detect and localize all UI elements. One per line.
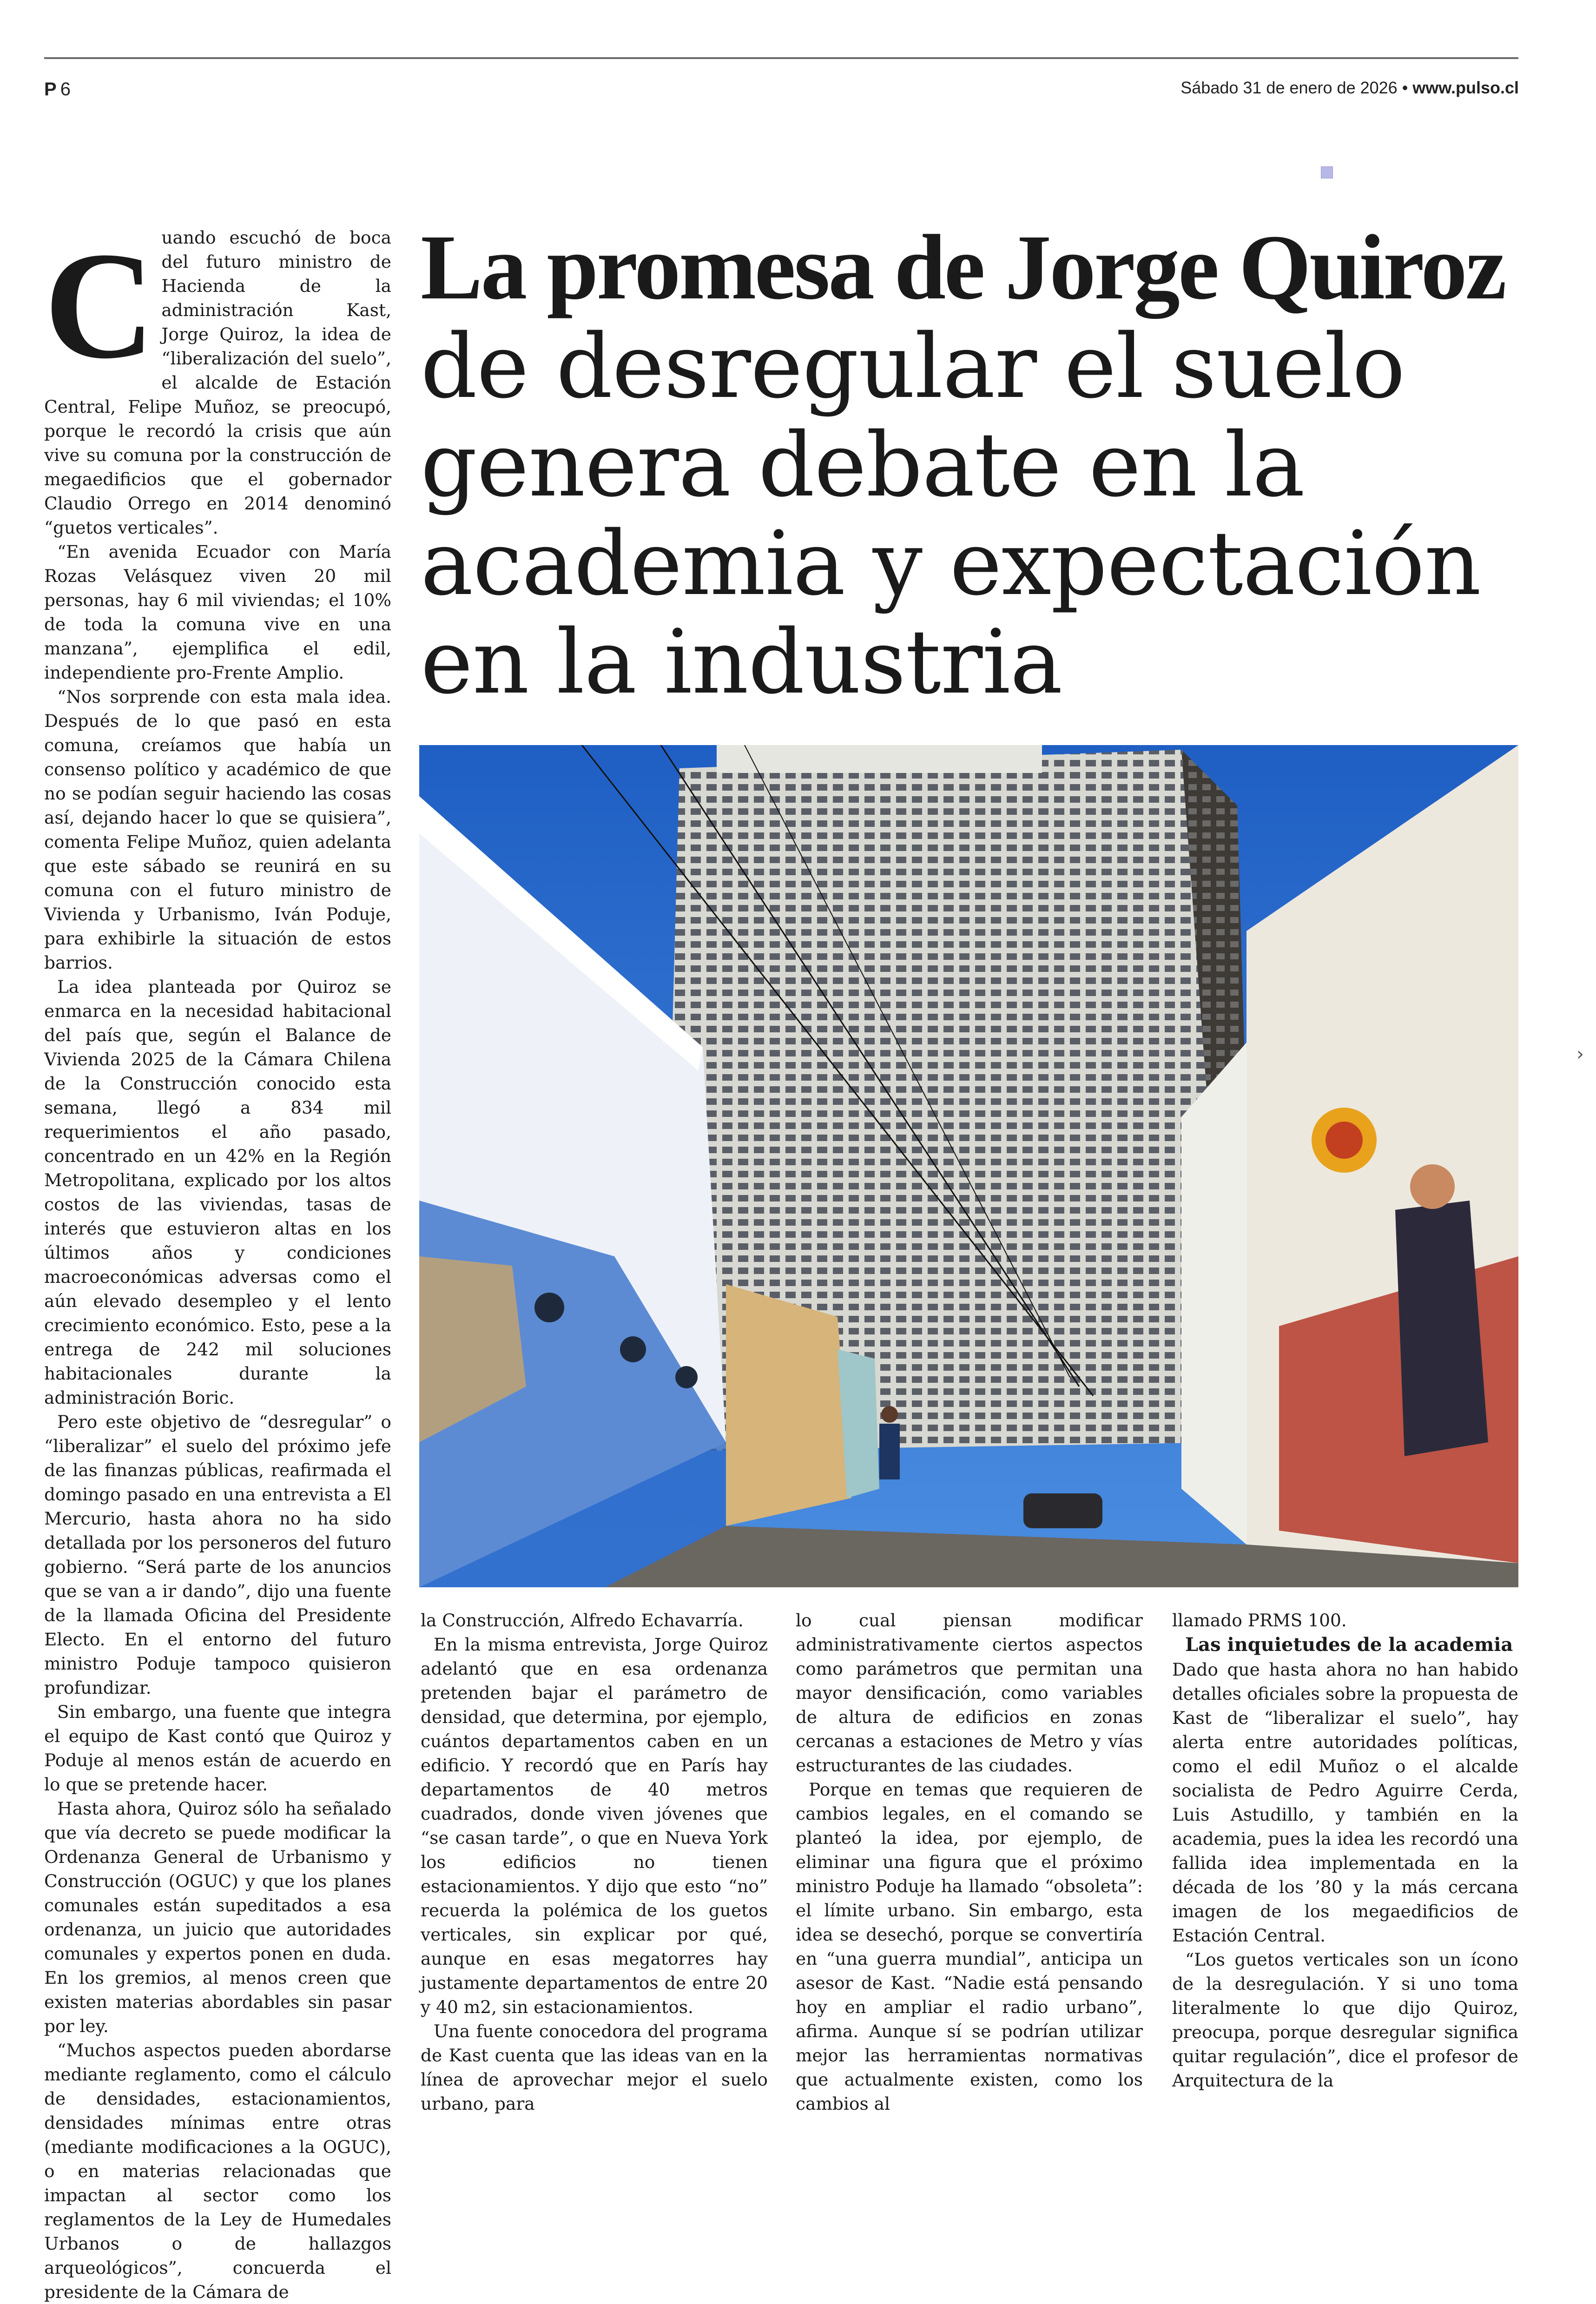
paragraph: La idea planteada por Quiroz se enmarca en la necesidad habitacional del país que, según el Balance de Vivienda 2025 de la Cámara Chilena de la Construcción conocido esta semana, llegó a 834 mil requerimientos el año pasado, concentrado en un 42% en la Región Metropolitana, explicado por los altos costos de las viviendas, tasas de interés que estuvieron altas en los últimos años y condiciones macroeconómicas adversas como el aún elevado desempleo y el lento crecimiento económico. Esto, pese a la entrega de 242 mil soluciones habitacionales durante la administración Boric.	[44, 977, 391, 1408]
paragraph: “Muchos aspectos pueden abordarse mediante reglamento, como el cálculo de densidades, estacionamientos, densidades mínimas entre otras (mediante modificaciones a la OGUC), o en materias relacionadas que impactan al sector como los reglamentos de la Ley de Humedales Urbanos o de hallazgos arqueológicos”, concuerda el presidente de la Cámara de	[44, 2040, 391, 2302]
pedestrian-head	[881, 1406, 898, 1423]
drop-cap: C	[44, 221, 155, 390]
lead-paragraph	[44, 221, 391, 540]
date-separator: •	[1397, 78, 1413, 97]
paragraph: “Los guetos verticales son un ícono de la desregulación. Y si uno toma literalmente lo que dijo Quiroz, preocupa, porque desregular significa quitar regulación”, dice el profesor de Arquitectura de la	[1172, 1949, 1518, 2091]
round-window	[620, 1336, 646, 1362]
paragraph: uando escuchó de boca del futuro ministro de Hacienda de la administración Kast, Jorge Quiroz, la idea de “liberalización del suelo”, el alcalde de Estación Central, Felipe Muñoz, se preocupó, porque le recordó la crisis que aún vive su comuna por la construcción de megaedificios que el gobernador Claudio Orrego en 2014 denominó “guetos verticales”.	[44, 227, 391, 538]
right-house	[1181, 1043, 1246, 1545]
article-photo	[419, 745, 1518, 1587]
pedestrian	[879, 1424, 900, 1479]
paragraph: En la misma entrevista, Jorge Quiroz adelantó que en esa ordenanza pretenden bajar el parámetro de densidad, que determina, por ejemplo, cuántos departamentos caben en un edificio. Y recordó que en París hay departamentos de 40 metros cuadrados, donde viven jóvenes que “se casan tarde”, o que en Nueva York los edificios no tienen estacionamientos. Y dijo que esto “no” recuerda la polémica de los guetos verticales, sin explicar por qué, aunque en esas megatorres hay justamente departamentos de entre 20 y 40 m2, sin estacionamientos.	[421, 1634, 768, 2017]
article-column-4	[1172, 1608, 1518, 2093]
paragraph: Pero este objetivo de “desregular” o “liberalizar” el suelo del próximo jefe de las finanzas públicas, reafirmada el domingo pasado en una entrevista a El Mercurio, hasta ahora no ha sido detallada por los personeros del futuro gobierno. “Será parte de los anuncios que se van a ir dando”, dijo una fuente de la llamada Oficina del Presidente Electo. En el entorno del futuro ministro Poduje tampoco quisieron profundizar.	[44, 1412, 391, 1698]
paragraph: “En avenida Ecuador con María Rozas Velásquez viven 20 mil personas, hay 6 mil viviendas; el 10% de toda la comuna vive en una manzana”, ejemplifica el edil, independiente pro-Frente Amplio.	[44, 541, 391, 683]
article-column-2	[421, 1608, 768, 2116]
paragraph: llamado PRMS 100.	[1172, 1610, 1347, 1631]
mural-face	[1410, 1164, 1455, 1209]
house-ochre	[726, 1284, 851, 1526]
paragraph: lo cual piensan modificar administrativamente ciertos aspectos como parámetros que permitan una mayor densificación, como variables de altura de edificios en zonas cercanas a estaciones de Metro y vías estructurantes de las ciudades.	[796, 1610, 1143, 1776]
tower-top	[717, 745, 1042, 773]
issue-date: Sábado 31 de enero de 2026	[1181, 78, 1398, 97]
next-page-chevron-icon[interactable]: ›	[1576, 1043, 1584, 1065]
headline-bold: La promesa de Jorge Quiroz	[421, 216, 1505, 319]
round-window	[534, 1293, 564, 1322]
parked-car	[1023, 1493, 1102, 1528]
paragraph: Dado que hasta ahora no han habido detalles oficiales sobre la propuesta de Kast de “liberalizar el suelo”, hay alerta entre autoridades políticas, como el edil Muñoz o el alcalde socialista de Pedro Aguirre Cerda, Luis Astudillo, y también en la academia, pues la idea les recordó una fallida idea implementada en la década de los ’80 y la más cercana imagen de los megaedificios de Estación Central.	[1172, 1659, 1518, 1946]
photo-illustration	[419, 745, 1518, 1587]
page-number	[44, 79, 71, 100]
paragraph: Porque en temas que requieren de cambios legales, en el comando se planteó la idea, por ejemplo, de eliminar una figura que el próximo ministro Poduje ha llamado “obsoleta”: el límite urbano. Sin embargo, esta idea se desechó, porque se convertiría en “una guerra mundial”, anticipa un asesor de Kast. “Nadie está pensando hoy en ampliar el radio urbano”, afirma. Aunque sí se podrían utilizar mejor las herramientas normativas que actualmente existen, como los cambios al	[796, 1779, 1143, 2114]
dateline	[1181, 78, 1519, 98]
paragraph: la Construcción, Alfredo Echavarría.	[421, 1610, 744, 1631]
paragraph: Sin embargo, una fuente que integra el equipo de Kast contó que Quiroz y Poduje al menos están de acuerdo en lo que se pretende hacer.	[44, 1702, 391, 1795]
section-letter: P	[44, 79, 57, 99]
paragraph: Una fuente conocedora del programa de Kast cuenta que las ideas van en la línea de aprovechar mejor el suelo urbano, para	[421, 2021, 768, 2114]
header-rule	[44, 57, 1518, 59]
mural-sun-core	[1326, 1122, 1363, 1159]
article-column-3	[796, 1608, 1143, 2116]
paragraph: Hasta ahora, Quiroz sólo ha señalado que vía decreto se puede modificar la Ordenanza General de Urbanismo y Construcción (OGUC) y que los planes comunales están supeditados a esa ordenanza, un juicio que autoridades comunales y expertos ponen en duda. En los gremios, al menos creen que existen materias abordables sin pasar por ley.	[44, 1798, 391, 2036]
article-column-1	[44, 221, 391, 2304]
headline	[421, 218, 1517, 712]
paragraph: “Nos sorprende con esta mala idea. Después de lo que pasó en esta comuna, creíamos que había un consenso político y académico de que no se podían seguir haciendo las cosas así, dejando hacer lo que se quisiera”, comenta Felipe Muñoz, quien adelanta que este sábado se reunirá en su comuna con el futuro ministro de Vivienda y Urbanismo, Iván Poduje, para exhibirle la situación de estos barrios.	[44, 687, 391, 973]
viewer-marker-icon[interactable]	[1321, 166, 1333, 178]
headline-rest: de desregular el suelo genera debate en la academia y expectación en la industria	[421, 315, 1481, 713]
section-subhead: Las inquietudes de la academia	[1185, 1634, 1513, 1656]
round-window	[675, 1366, 698, 1388]
page-number-value: 6	[60, 79, 71, 99]
site-url[interactable]: www.pulso.cl	[1412, 78, 1519, 97]
